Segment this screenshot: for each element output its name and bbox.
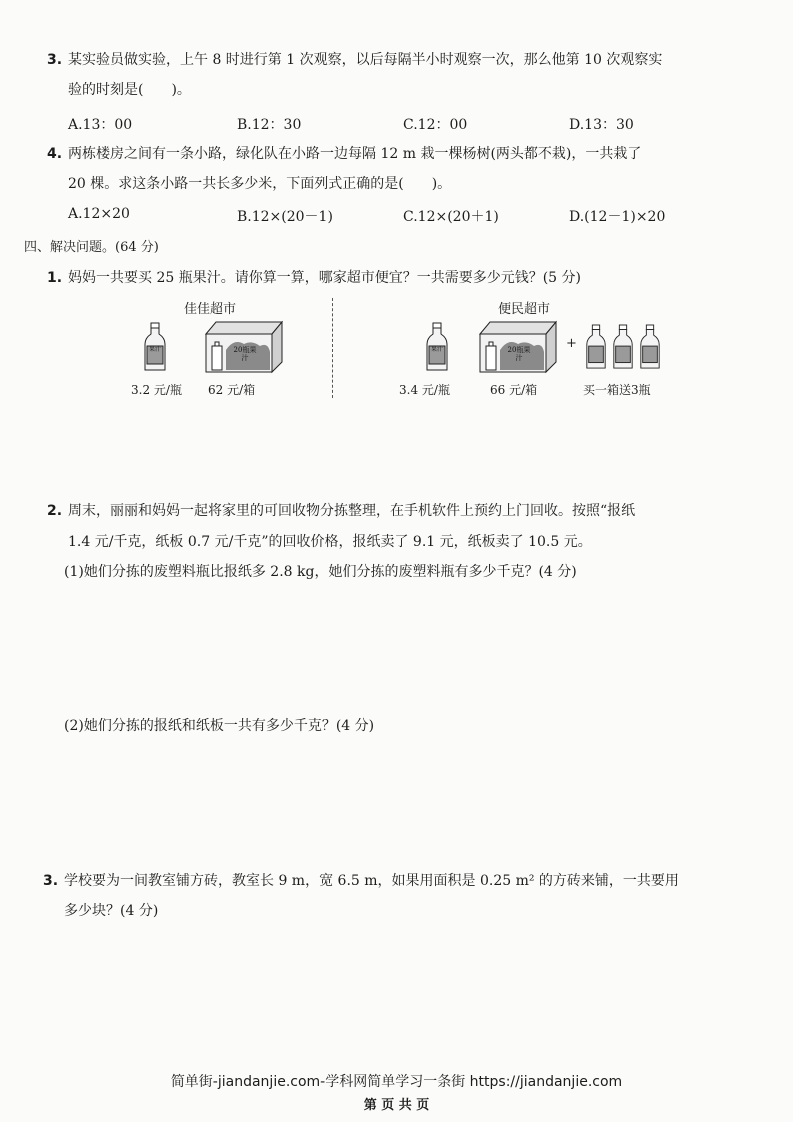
p3-number: 3. — [43, 873, 59, 889]
p2-text-line2: 1.4 元/千克，纸板 0.7 元/千克”的回收价格，报纸卖了 9.1 元，纸板卖了 10.5 元。 — [68, 534, 592, 550]
shop-b-bottle-price: 3.4 元/瓶 — [399, 383, 450, 397]
p1-number: 1. — [47, 270, 63, 286]
p1-text: 妈妈一共要买 25 瓶果汁。请你算一算，哪家超市便宜？一共需要多少元钱？(5 分) — [68, 270, 581, 286]
p2-sub-question-2: (2)她们分拣的报纸和纸板一共有多少千克？(4 分) — [64, 718, 375, 734]
q4-option-a: A.12×20 — [68, 206, 130, 222]
shop-b-box-price: 66 元/箱 — [490, 383, 538, 397]
q3-option-c: C.12：00 — [403, 117, 468, 133]
shop-a-bottle-price: 3.2 元/瓶 — [131, 383, 182, 397]
q4-option-c: C.12×(20＋1) — [403, 209, 499, 225]
p2-number: 2. — [47, 503, 63, 519]
shop-b-bottle-label: 果汁 — [431, 346, 444, 353]
p2-text-line1: 周末，丽丽和妈妈一起将家里的可回收物分拣整理，在手机软件上预约上门回收。按照“报纸 — [68, 503, 636, 519]
q3-text-line1: 某实验员做实验，上午 8 时进行第 1 次观察，以后每隔半小时观察一次，那么他第 10 次观察实 — [68, 52, 663, 68]
p3-text-line1: 学校要为一间教室铺方砖，教室长 9 m，宽 6.5 m，如果用面积是 0.25 m² 的方砖来铺，一共要用 — [64, 873, 679, 889]
p2-sub-question-1: (1)她们分拣的废塑料瓶比报纸多 2.8 kg，她们分拣的废塑料瓶有多少千克？(4 分) — [64, 564, 577, 580]
q3-text-line2: 验的时刻是( )。 — [68, 82, 191, 98]
section-heading: 四、解决问题。(64 分) — [24, 240, 159, 255]
gift-bottle-1-icon — [585, 322, 607, 372]
shop-a-box-label: 20瓶果汁 — [233, 346, 257, 362]
q4-option-d: D.(12－1)×20 — [569, 209, 666, 225]
footer-page: 第 页 共 页 — [363, 1098, 430, 1113]
footer-site: 简单街-jiandanjie.com-学科网简单学习一条街 https://jiandanjie.com — [170, 1074, 623, 1090]
shop-b-promo: 买一箱送3瓶 — [583, 383, 651, 397]
q4-number: 4. — [47, 146, 63, 162]
q4-text-line1: 两栋楼房之间有一条小路，绿化队在小路一边每隔 12 m 栽一棵杨树(两头都不栽)，一共栽了 — [68, 146, 642, 162]
q3-option-b: B.12：30 — [237, 117, 302, 133]
gift-bottle-3-icon — [639, 322, 661, 372]
shop-divider — [332, 298, 333, 398]
plus-sign: + — [566, 336, 577, 351]
q3-number: 3. — [47, 52, 63, 68]
shop-a-bottle-label: 果汁 — [149, 346, 162, 353]
q4-option-b: B.12×(20－1) — [237, 209, 333, 225]
p3-text-line2: 多少块？(4 分) — [64, 903, 159, 919]
shop-b-name: 便民超市 — [497, 302, 550, 317]
q3-option-d: D.13：30 — [569, 117, 634, 133]
gift-bottle-2-icon — [612, 322, 634, 372]
shop-b-box-label: 20瓶果汁 — [507, 346, 531, 362]
q3-option-a: A.13：00 — [68, 117, 133, 133]
shop-a-name: 佳佳超市 — [183, 302, 236, 317]
q4-text-line2: 20 棵。求这条小路一共长多少米，下面列式正确的是( )。 — [68, 176, 452, 192]
shop-a-box-price: 62 元/箱 — [208, 383, 256, 397]
